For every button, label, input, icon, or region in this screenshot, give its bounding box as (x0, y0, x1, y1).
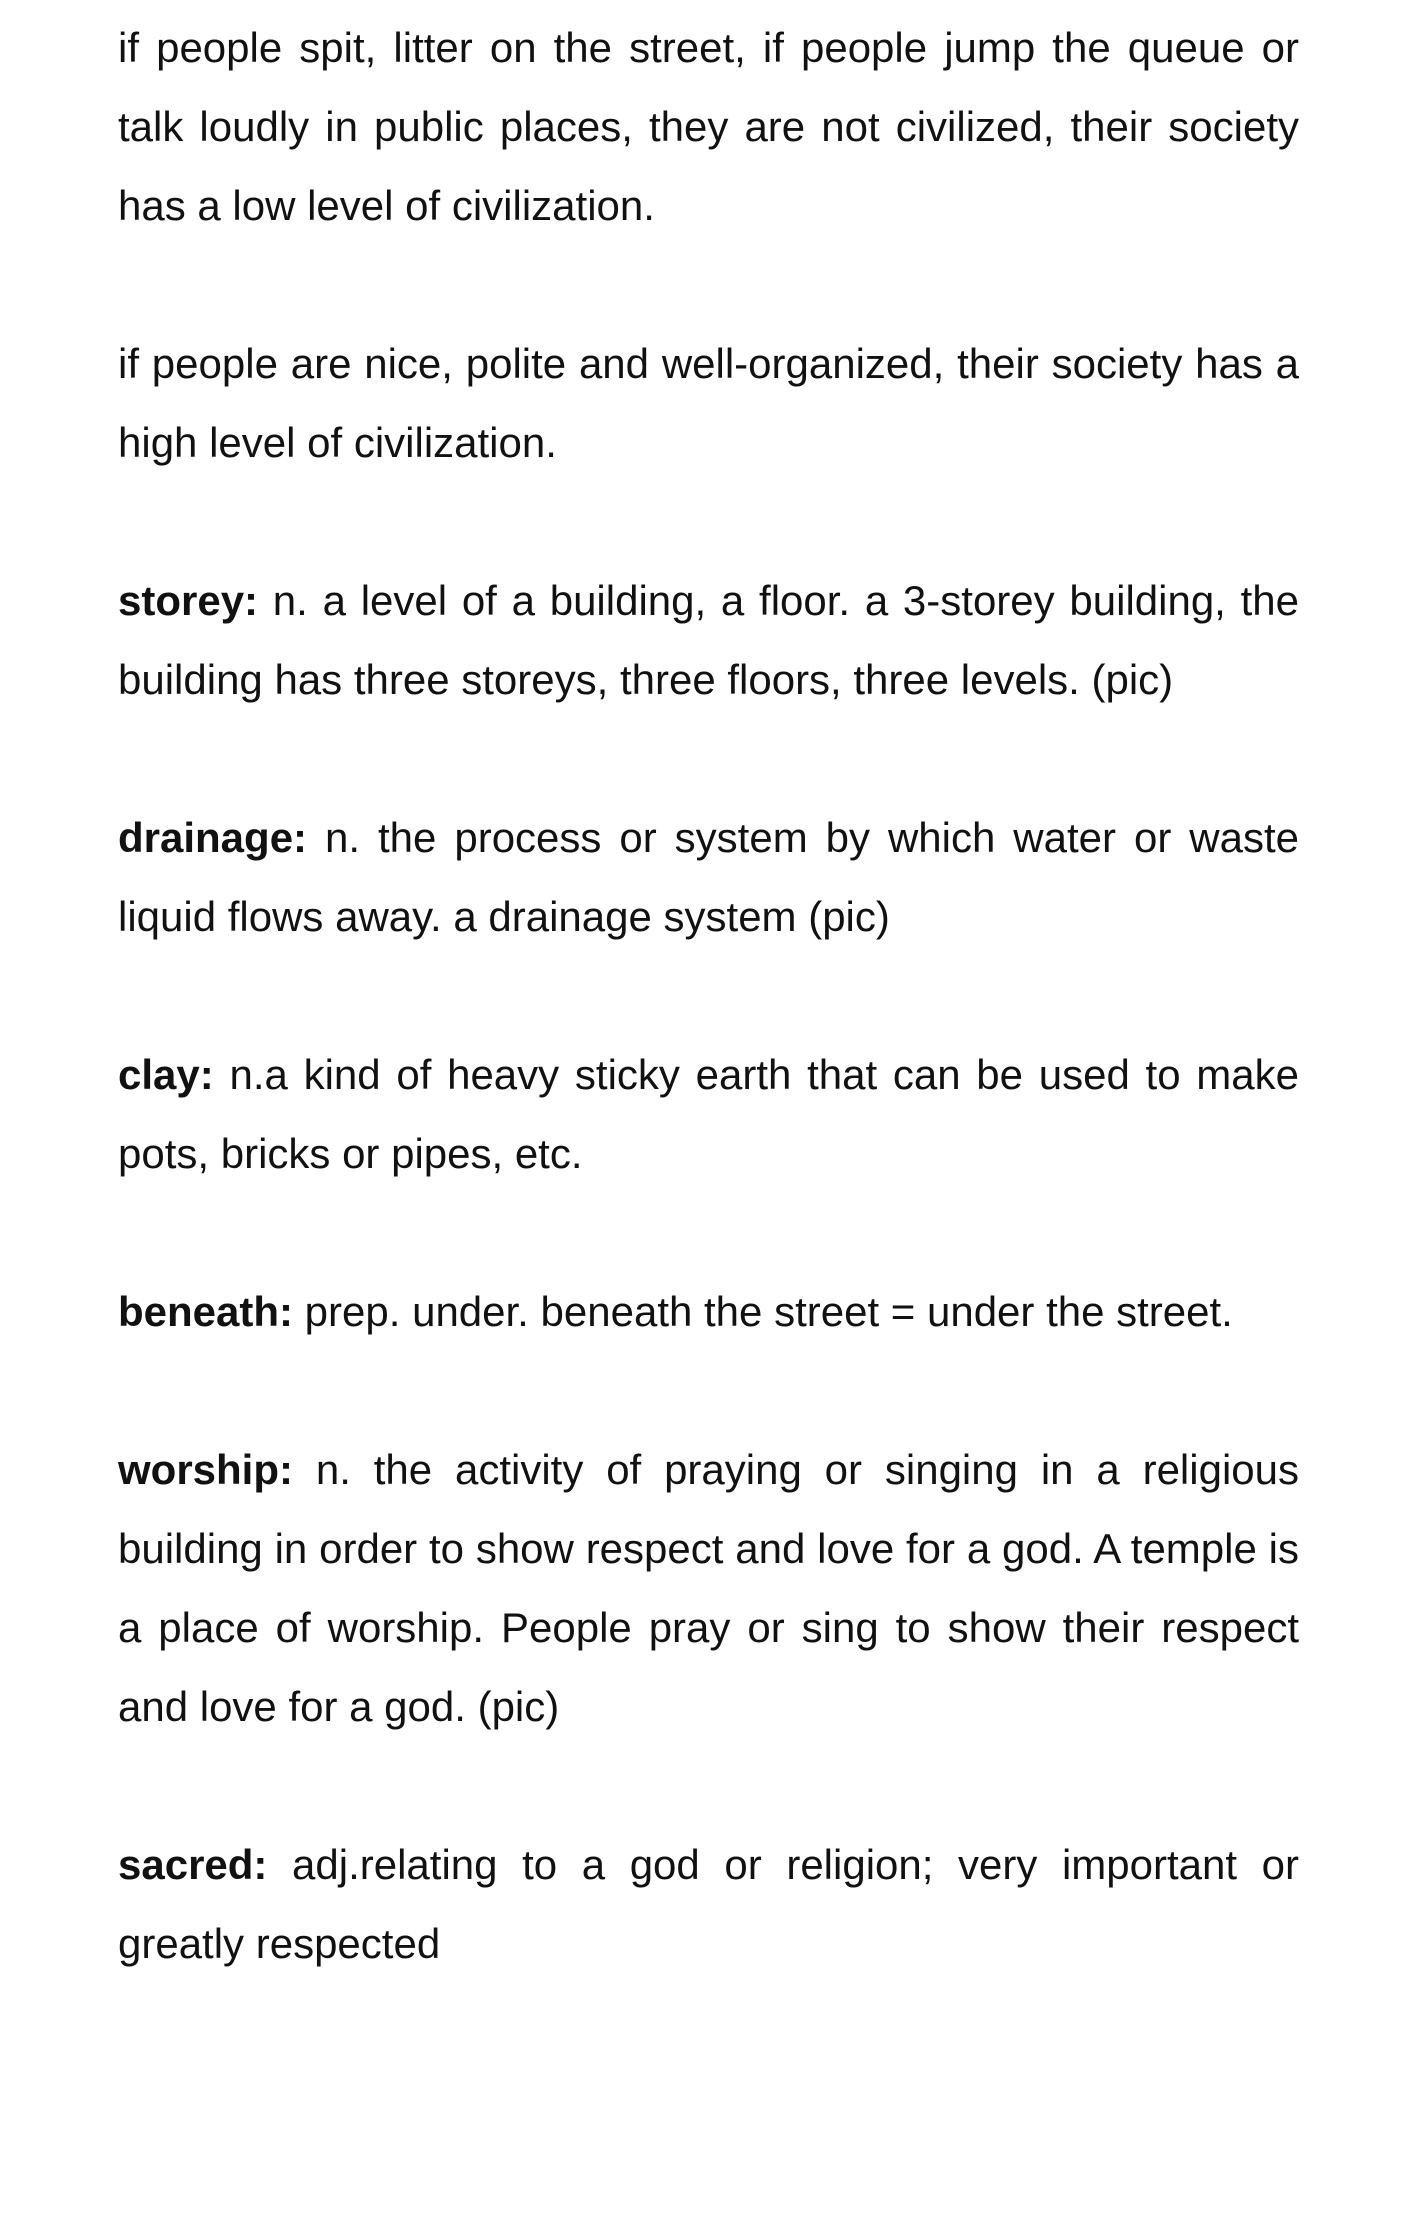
vocab-entry-storey (118, 561, 1299, 719)
vocab-term: drainage: (118, 814, 308, 861)
vocab-term: clay: (118, 1051, 214, 1098)
vocab-entry-sacred (118, 1825, 1299, 1983)
definition-text: if people are nice, polite and well-organized, their society has a high level of civilization. (118, 340, 1299, 466)
vocab-definition: n. the activity of praying or singing in a religious building in order to show respect and love for a god. A temple is a place of worship. People pray or sing to show their respect and love for a god. (pic) (118, 1446, 1299, 1730)
vocab-entry-drainage (118, 798, 1299, 956)
vocab-definition: adj.relating to a god or religion; very important or greatly respected (118, 1841, 1299, 1967)
vocab-entry-clay (118, 1035, 1299, 1193)
vocab-definition: n. a level of a building, a floor. a 3-storey building, the building has three storeys, three floors, three levels. (pic) (118, 577, 1299, 703)
vocab-term: storey: (118, 577, 259, 624)
vocab-term: worship: (118, 1446, 293, 1493)
vocab-entry-worship (118, 1430, 1299, 1746)
paragraph-civilization-low (118, 8, 1299, 245)
definition-text: if people spit, litter on the street, if people jump the queue or talk loudly in public places, they are not civilized, their society has a low level of civilization. (118, 24, 1299, 229)
paragraph-civilization-high (118, 324, 1299, 482)
vocab-definition: n.a kind of heavy sticky earth that can be used to make pots, bricks or pipes, etc. (118, 1051, 1299, 1177)
vocab-definition: n. the process or system by which water or waste liquid flows away. a drainage system (pic) (118, 814, 1299, 940)
vocab-term: beneath: (118, 1288, 294, 1335)
vocab-definition: prep. under. beneath the street = under the street. (293, 1288, 1233, 1335)
vocab-entry-beneath (118, 1272, 1299, 1351)
vocab-term: sacred: (118, 1841, 268, 1888)
